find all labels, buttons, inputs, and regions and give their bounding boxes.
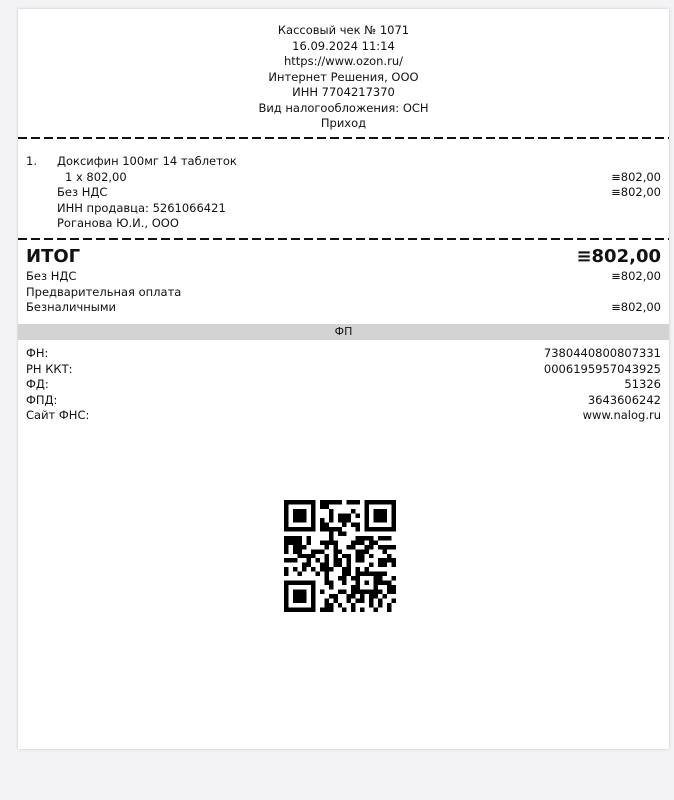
- prepay-row: [26, 285, 661, 301]
- qr-code-icon: [284, 500, 396, 612]
- fiscal-row: [26, 377, 661, 393]
- fiscal-row: [26, 408, 661, 424]
- item-qty-row: [26, 170, 661, 186]
- fiscal-section-header: ФП: [18, 324, 669, 340]
- seller-inn: ИНН продавца: 5261066421: [57, 201, 226, 215]
- total-label: ИТОГ: [26, 246, 81, 267]
- receipt-header: [18, 9, 669, 132]
- item-name: Доксифин 100мг 14 таблеток: [57, 154, 237, 168]
- fiscal-label: Сайт ФНС:: [26, 408, 90, 422]
- item-vat-value: ≡802,00: [611, 185, 661, 199]
- total-vat-row: [26, 269, 661, 285]
- cashless-value: ≡802,00: [611, 300, 661, 314]
- item-number: 1.: [26, 154, 37, 168]
- receipt: [18, 9, 669, 749]
- seller-name: Роганова Ю.И., ООО: [57, 216, 179, 230]
- total-vat-value: ≡802,00: [611, 269, 661, 283]
- fiscal-value: 0006195957043925: [543, 362, 661, 376]
- total-vat-label: Без НДС: [26, 269, 77, 283]
- total-value: ≡802,00: [576, 246, 661, 267]
- item-qty-price: 1 x 802,00: [65, 170, 127, 184]
- item-vat-label: Без НДС: [57, 185, 108, 199]
- fiscal-value: 7380440800807331: [543, 346, 661, 360]
- receipt-title: Кассовый чек № 1071: [277, 23, 410, 37]
- fiscal-label: ФПД:: [26, 393, 58, 407]
- divider-dashed: [18, 238, 669, 240]
- cashless-label: Безналичными: [26, 300, 117, 314]
- fiscal-row: [26, 393, 661, 409]
- company-inn: ИНН 7704217370: [292, 85, 395, 99]
- fiscal-label: ФД:: [26, 377, 49, 391]
- divider-dashed: [18, 137, 669, 139]
- total-row: [26, 246, 661, 268]
- item-sum: ≡802,00: [611, 170, 661, 184]
- fiscal-value: 3643606242: [587, 393, 661, 407]
- company-name: Интернет Решения, ООО: [268, 69, 419, 84]
- fiscal-value: 51326: [624, 377, 661, 391]
- fiscal-value: www.nalog.ru: [582, 408, 661, 422]
- fiscal-row: [26, 362, 661, 378]
- store-site: https://www.ozon.ru/: [284, 54, 403, 68]
- fiscal-row: [26, 346, 661, 362]
- fiscal-label: РН ККТ:: [26, 362, 73, 376]
- prepay-label: Предварительная оплата: [26, 285, 182, 299]
- receipt-datetime: 16.09.2024 11:14: [292, 38, 395, 53]
- item-vat-row: [26, 185, 661, 201]
- tax-system: Вид налогообложения: ОСН: [258, 100, 429, 115]
- cashless-row: [26, 300, 661, 316]
- operation-type: Приход: [320, 116, 367, 130]
- fiscal-label: ФН:: [26, 346, 49, 360]
